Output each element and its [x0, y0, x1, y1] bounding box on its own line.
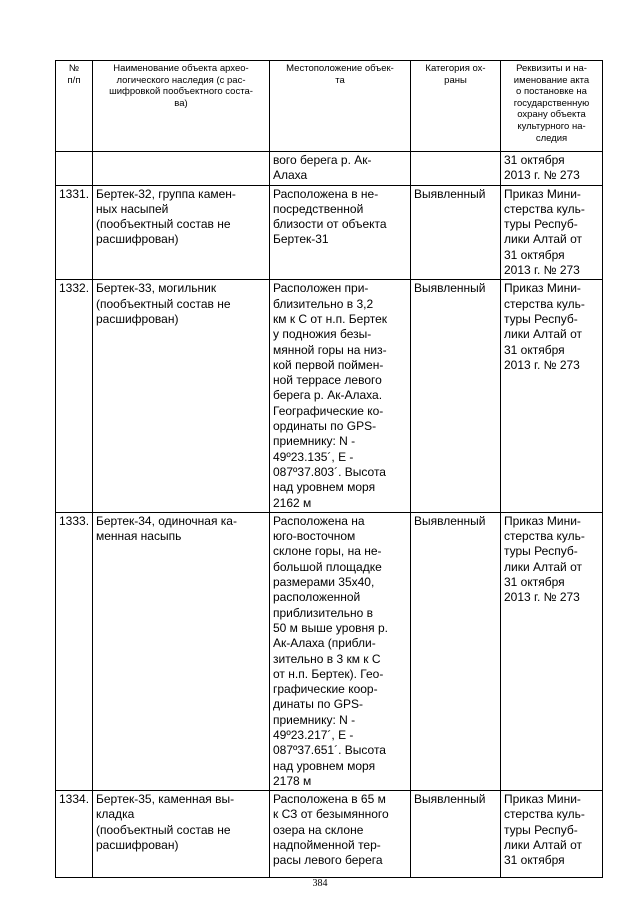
page-number: 384: [312, 878, 328, 889]
table-row: [56, 791, 603, 878]
row-category: Выявленный: [411, 185, 501, 280]
row-name: Бертек-33, могильник (пообъектный состав не расшифрован): [93, 280, 270, 512]
header-category: Категория ох- раны: [411, 61, 501, 152]
row-name: [93, 152, 270, 186]
row-name: Бертек-34, одиночная ка- менная насыпь: [93, 512, 270, 790]
row-requisites: Приказ Мини- стерства куль- туры Респуб- лики Алтай от 31 октября 2013 г. № 273: [501, 512, 603, 790]
row-location: вого берега р. Ак- Алаха: [270, 152, 411, 186]
row-num: 1332.: [56, 280, 93, 512]
table-row: [56, 152, 603, 186]
row-location: Расположен при- близительно в 3,2 км к С от н.п. Бертек у подножия безы- мянной горы на низ- кой первой поймен- ной террасе левого берега р. Ак-Алаха. Географические ко- ординаты по GPS- приемнику: N - 49º23.135´, E - 087º37.803´. Высота над уровнем моря 2162 м: [270, 280, 411, 512]
row-category: Выявленный: [411, 791, 501, 878]
table-row: [56, 512, 603, 790]
table-header-row: [56, 61, 603, 152]
row-num: [56, 152, 93, 186]
row-num: 1333.: [56, 512, 93, 790]
table-row: [56, 280, 603, 512]
row-num: 1334.: [56, 791, 93, 878]
row-location: Расположена в 65 м к СЗ от безымянного озера на склоне надпойменной тер- расы левого берега: [270, 791, 411, 878]
row-requisites: Приказ Мини- стерства куль- туры Респуб- лики Алтай от 31 октября 2013 г. № 273: [501, 280, 603, 512]
row-requisites: Приказ Мини- стерства куль- туры Респуб- лики Алтай от 31 октября: [501, 791, 603, 878]
heritage-registry-table: [55, 60, 603, 878]
row-location: Расположена в не- посредственной близости от объекта Бертек-31: [270, 185, 411, 280]
header-location: Местоположение объек- та: [270, 61, 411, 152]
row-requisites: 31 октября 2013 г. № 273: [501, 152, 603, 186]
header-name: Наименование объекта архео- логического наследия (с рас- шифровкой пообъектного соста- ва): [93, 61, 270, 152]
row-name: Бертек-35, каменная вы- кладка (пообъектный состав не расшифрован): [93, 791, 270, 878]
row-category: [411, 152, 501, 186]
header-requisites: Реквизиты и на- именование акта о постановке на государственную охрану объекта культурного на- следия: [501, 61, 603, 152]
row-name: Бертек-32, группа камен- ных насыпей (пообъектный состав не расшифрован): [93, 185, 270, 280]
row-location: Расположена на юго-восточном склоне горы, на не- большой площадке размерами 35х40, расположенной приблизительно в 50 м выше уровня р. Ак-Алаха (прибли- зительно в 3 км к С от н.п. Бертек). Гео- графические коор- динаты по GPS- приемнику: N - 49º23.217´, E - 087º37.651´. Высота над уровнем моря 2178 м: [270, 512, 411, 790]
row-requisites: Приказ Мини- стерства куль- туры Респуб- лики Алтай от 31 октября 2013 г. № 273: [501, 185, 603, 280]
row-num: 1331.: [56, 185, 93, 280]
row-category: Выявленный: [411, 512, 501, 790]
row-category: Выявленный: [411, 280, 501, 512]
table-row: [56, 185, 603, 280]
header-num: № п/п: [56, 61, 93, 152]
